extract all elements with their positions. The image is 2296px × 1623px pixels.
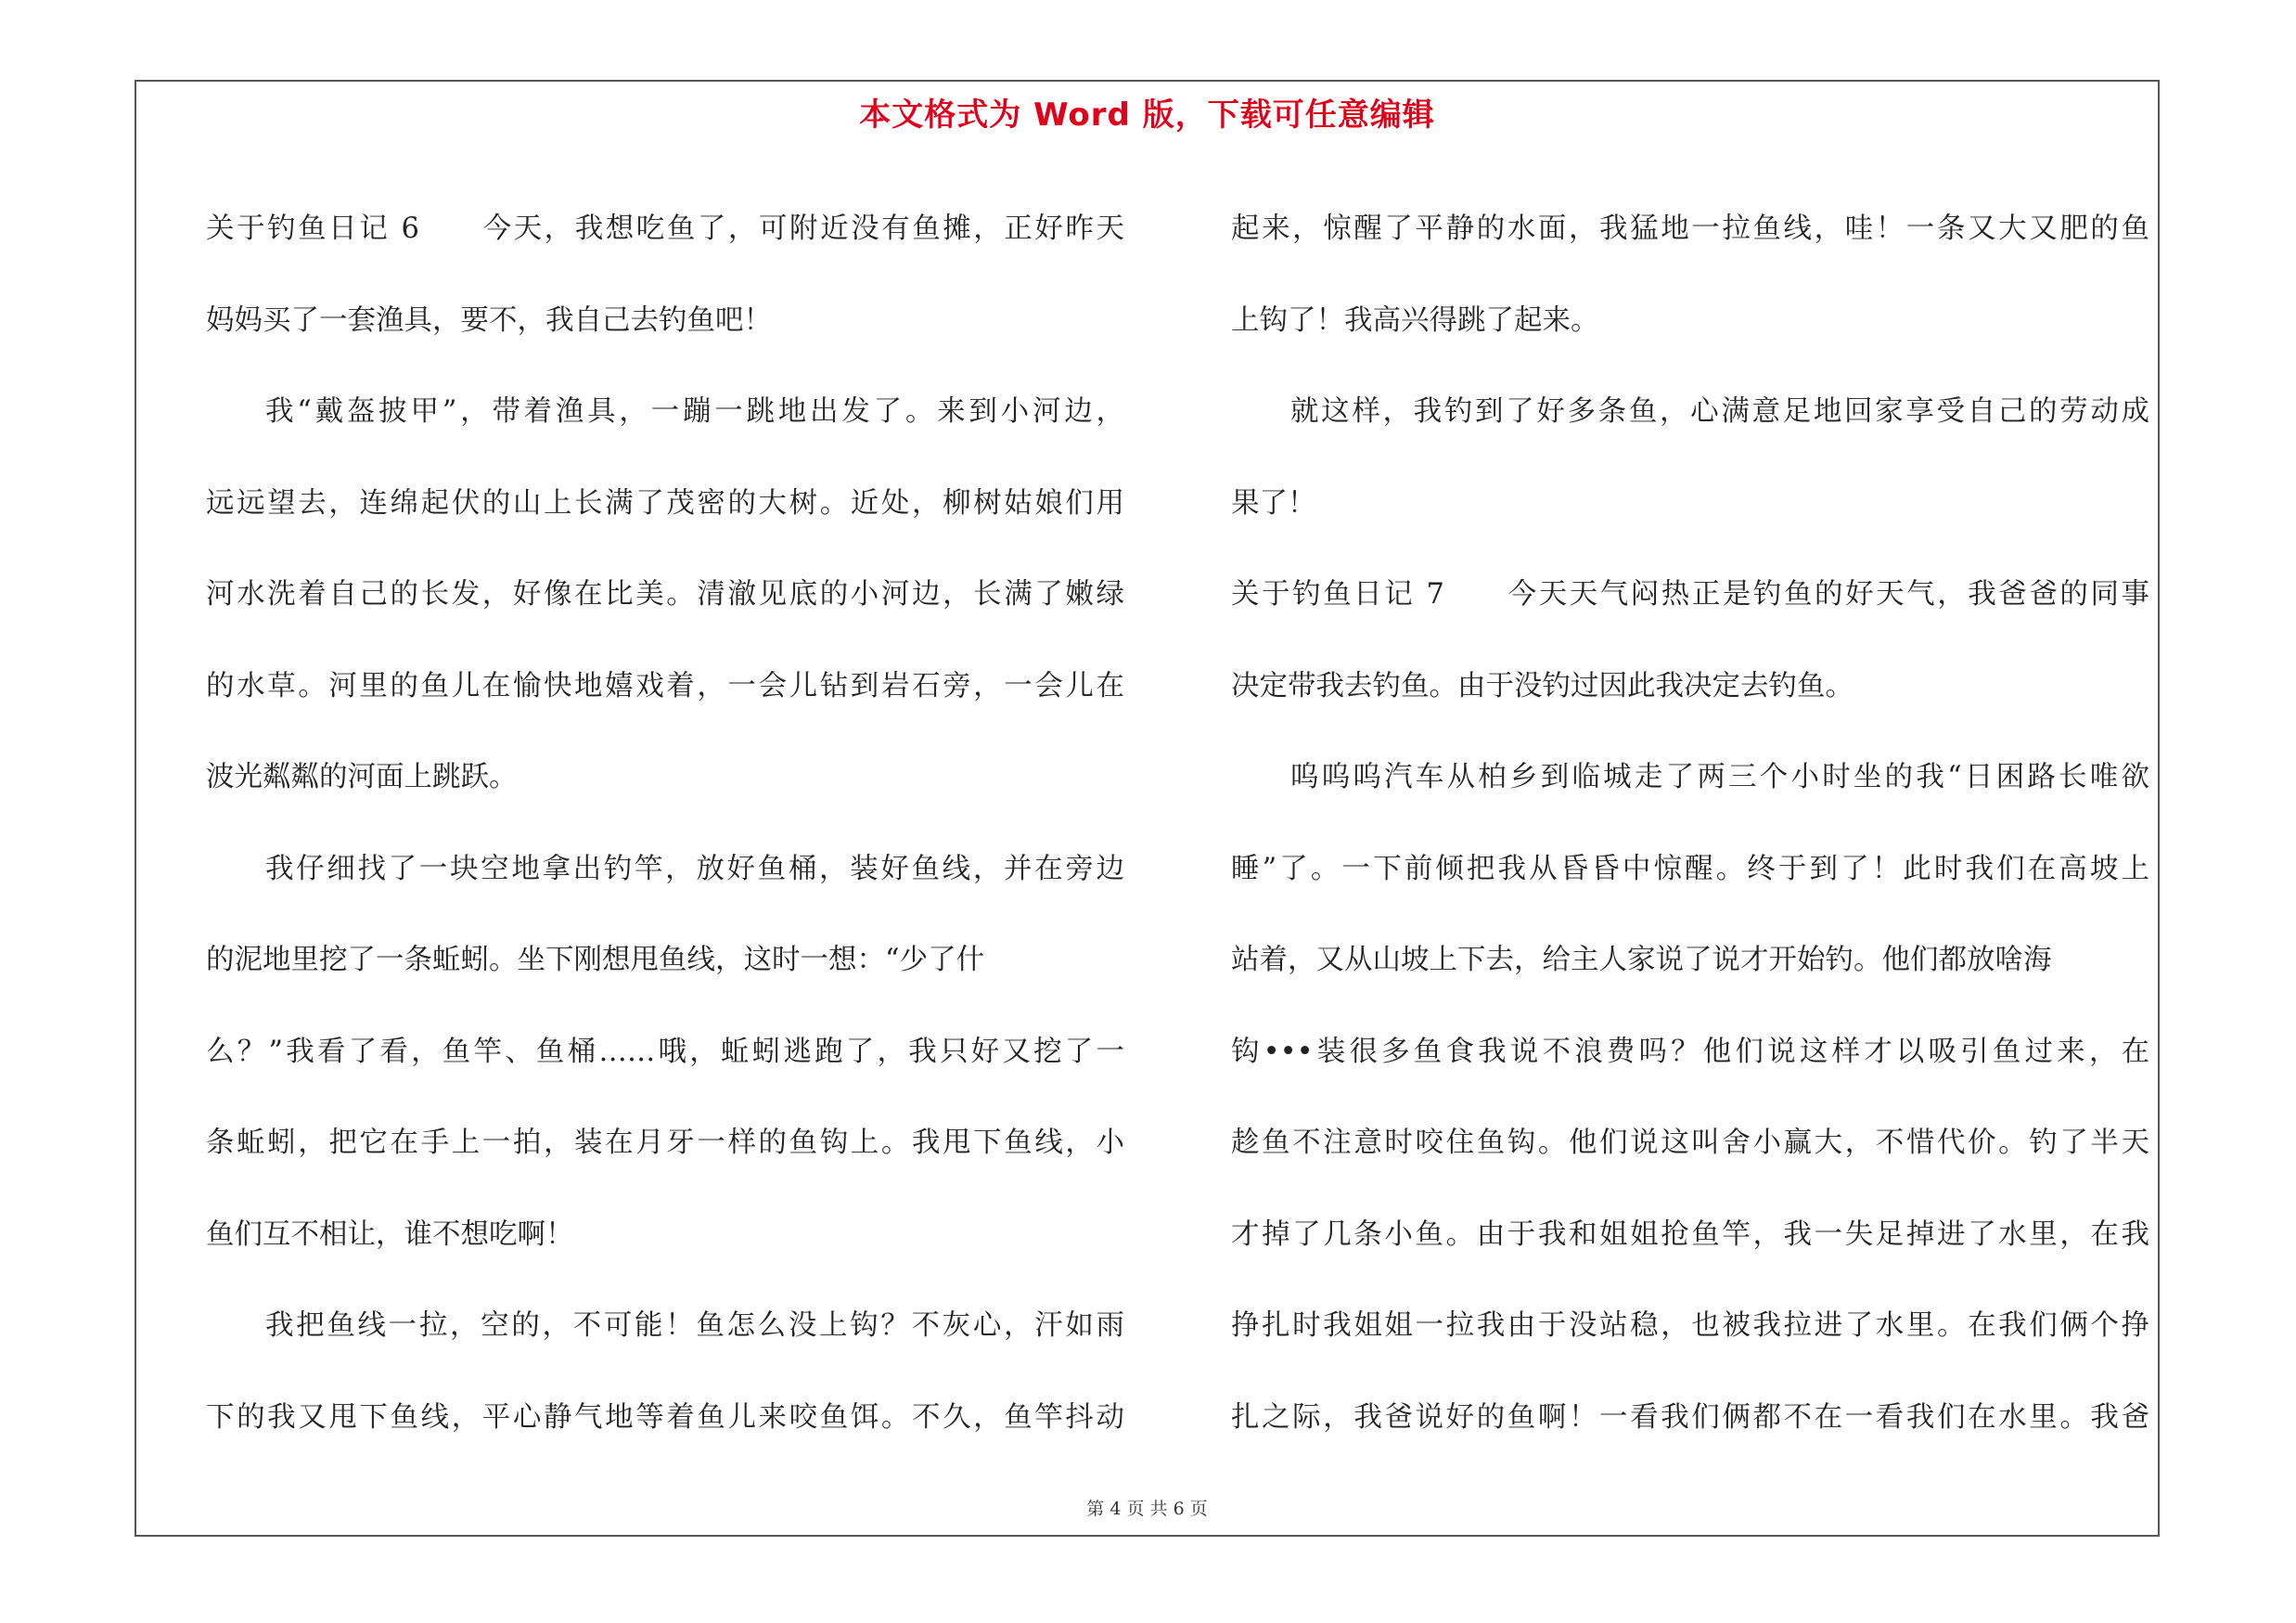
left-column (206, 184, 1124, 1463)
document-page (135, 80, 2160, 1537)
text-line: 关于钓鱼日记 6 今天，我想吃鱼了，可附近没有鱼摊，正好昨天 (206, 213, 1124, 245)
text-line: 远远望去，连绵起伏的山上长满了茂密的大树。近处，柳树姑娘们用 (206, 486, 1124, 520)
text-line: 呜呜呜汽车从柏乡到临城走了两三个小时坐的我“日困路长唯欲 (1290, 761, 2149, 793)
footer-middle: 页 共 (1126, 1499, 1168, 1519)
right-column (1231, 184, 2149, 1463)
text-line: 关于钓鱼日记 7 今天天气闷热正是钓鱼的好天气，我爸爸的同事 (1231, 578, 2149, 611)
text-line: 上钩了！我高兴得跳了起来。 (1231, 303, 1599, 337)
text-line: 的水草。河里的鱼儿在愉快地嬉戏着，一会儿钻到岩石旁，一会儿在 (206, 669, 1124, 702)
text-line: 钩•••装很多鱼食我说不浪费吗？他们说这样才以吸引鱼过来，在 (1231, 1035, 2149, 1068)
text-line: 河水洗着自己的长发，好像在比美。清澈见底的小河边，长满了嫩绿 (206, 578, 1124, 611)
page-header: 本文格式为 Word 版，下载可任意编辑 (859, 97, 1435, 134)
text-line: 站着，又从山坡上下去，给主人家说了说才开始钓。他们都放啥海 (1231, 944, 2052, 976)
text-line: 就这样，我钓到了好多条鱼，心满意足地回家享受自己的劳动成 (1290, 395, 2149, 428)
footer-prefix: 第 (1086, 1499, 1105, 1519)
text-line: 鱼们互不相让，谁不想吃啊！ (206, 1217, 574, 1251)
text-line: 妈妈买了一套渔具，要不，我自己去钓鱼吧！ (206, 303, 772, 337)
text-line: 下的我又甩下鱼线，平心静气地等着鱼儿来咬鱼饵。不久，鱼竿抖动 (206, 1400, 1124, 1434)
text-line: 我把鱼线一拉，空的，不可能！鱼怎么没上钩？不灰心，汗如雨 (265, 1309, 1124, 1342)
text-line: 么？”我看了看，鱼竿、鱼桶……哦，蚯蚓逃跑了，我只好又挖了一 (206, 1035, 1124, 1068)
footer-suffix: 页 (1189, 1499, 1208, 1519)
text-line: 决定带我去钓鱼。由于没钓过因此我决定去钓鱼。 (1231, 669, 1853, 702)
text-line: 我“戴盔披甲”，带着渔具，一蹦一跳地出发了。来到小河边， (265, 395, 1124, 428)
text-line: 睡”了。一下前倾把我从昏昏中惊醒。终于到了！此时我们在高坡上 (1231, 852, 2149, 885)
text-line: 起来，惊醒了平静的水面，我猛地一拉鱼线，哇！一条又大又肥的鱼 (1231, 213, 2149, 245)
text-line: 扎之际，我爸说好的鱼啊！一看我们俩都不在一看我们在水里。我爸 (1231, 1400, 2149, 1434)
footer-total-pages: 6 (1173, 1499, 1185, 1519)
text-line: 趁鱼不注意时咬住鱼钩。他们说这叫舍小赢大，不惜代价。钓了半天 (1231, 1127, 2149, 1159)
text-line: 我仔细找了一块空地拿出钓竿，放好鱼桶，装好鱼线，并在旁边 (265, 852, 1124, 885)
page-footer (136, 1496, 2158, 1522)
text-line: 果了！ (1231, 486, 1316, 520)
text-line: 挣扎时我姐姐一拉我由于没站稳，也被我拉进了水里。在我们俩个挣 (1231, 1309, 2149, 1342)
footer-current-page: 4 (1110, 1499, 1122, 1519)
text-line: 的泥地里挖了一条蚯蚓。坐下刚想甩鱼线，这时一想：“少了什 (206, 944, 985, 976)
text-line: 条蚯蚓，把它在手上一拍，装在月牙一样的鱼钩上。我甩下鱼线，小 (206, 1127, 1124, 1159)
text-line: 波光粼粼的河面上跳跃。 (206, 761, 518, 793)
text-line: 才掉了几条小鱼。由于我和姐姐抢鱼竿，我一失足掉进了水里，在我 (1231, 1217, 2149, 1251)
